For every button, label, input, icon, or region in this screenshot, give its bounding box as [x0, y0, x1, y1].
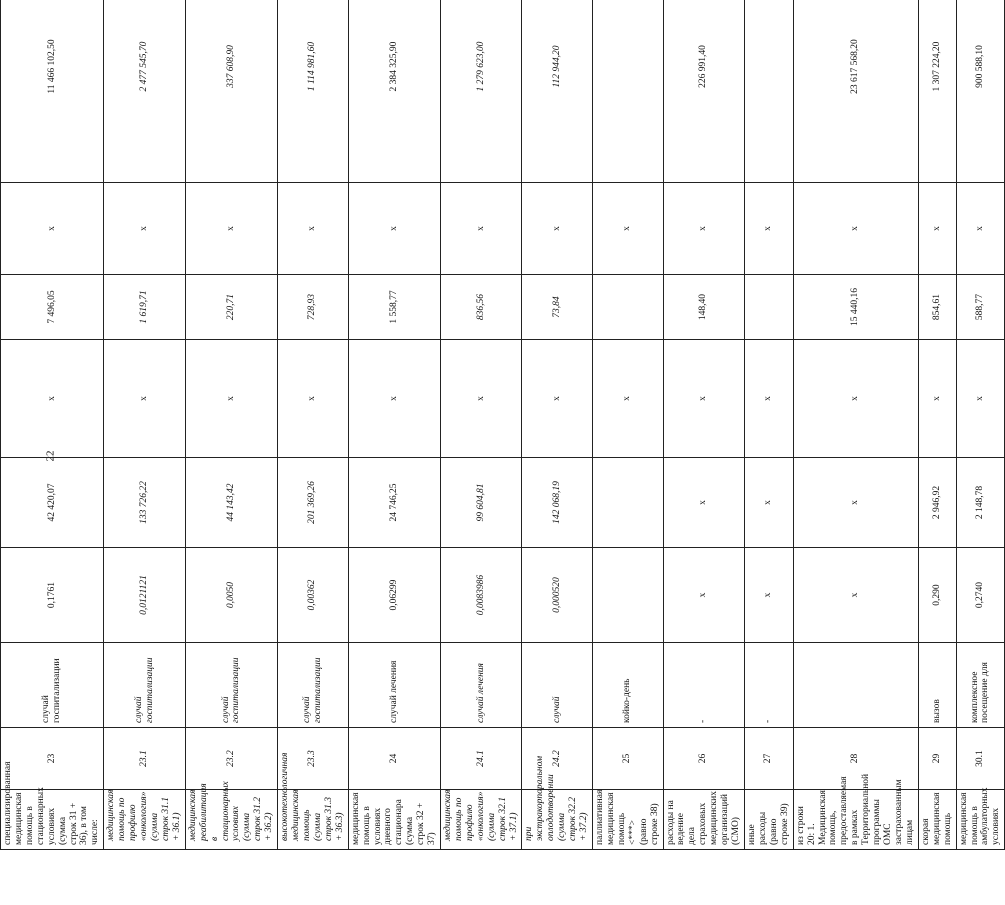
cost-cell: х	[745, 458, 794, 548]
c8-cell: х	[1, 183, 104, 275]
per-capita-cell: 588,77	[956, 275, 1005, 340]
volume-cell: 0,0050	[185, 548, 277, 643]
c8-cell: х	[348, 183, 440, 275]
amount-cell	[745, 0, 794, 183]
name-cell: паллиативная медицинская помощь <***> (равно строке 38)	[593, 790, 664, 850]
amount-cell: 1 307 224,20	[918, 0, 956, 183]
unit-cell: -	[745, 643, 794, 728]
per-capita-cell: 728,93	[278, 275, 349, 340]
name-cell: медицинская реабилитация в стационарных условиях (сумма строк 31.2 + 36.2)	[185, 790, 277, 850]
volume-cell: х	[793, 548, 918, 643]
c8-cell: х	[918, 183, 956, 275]
table-row	[104, 0, 185, 850]
table-row	[348, 0, 440, 850]
c8-cell: х	[278, 183, 349, 275]
unit-cell: случай госпитализации	[1, 643, 104, 728]
amount-cell: 11 466 102,50	[1, 0, 104, 183]
c8-cell: х	[593, 183, 664, 275]
c8-cell: х	[793, 183, 918, 275]
name-cell: из строки 20: 1. Медицинская помощь, предоставляемая в рамках Территориальной программы ОМС застрахованным лицам	[793, 790, 918, 850]
table-row	[956, 0, 1005, 850]
c6-cell: х	[1, 340, 104, 458]
unit-cell: случай госпитализации	[278, 643, 349, 728]
code-cell: 25	[593, 728, 664, 790]
per-capita-cell: 1 558,77	[348, 275, 440, 340]
c6-cell: х	[745, 340, 794, 458]
cost-cell: х	[793, 458, 918, 548]
table-row	[522, 0, 593, 850]
table-row	[441, 0, 522, 850]
code-cell: 24.2	[522, 728, 593, 790]
name-cell: медицинская помощь по профилю «онкология» (сумма строк 31.1 + 36.1)	[104, 790, 185, 850]
c8-cell: х	[185, 183, 277, 275]
volume-cell	[593, 548, 664, 643]
volume-cell: 0,0083986	[441, 548, 522, 643]
name-cell: расходы на ведение дела страховых медицинских организаций (СМО)	[663, 790, 744, 850]
cost-cell: 24 746,25	[348, 458, 440, 548]
c6-cell: х	[348, 340, 440, 458]
volume-cell: 0,0121121	[104, 548, 185, 643]
c8-cell: х	[522, 183, 593, 275]
c6-cell: х	[104, 340, 185, 458]
cost-cell	[593, 458, 664, 548]
per-capita-cell: 220,71	[185, 275, 277, 340]
amount-cell: 23 617 568,20	[793, 0, 918, 183]
amount-cell: 226 991,40	[663, 0, 744, 183]
name-cell: высокотехнологичная медицинская помощь (сумма строк 31.3 + 36.3)	[278, 790, 349, 850]
c6-cell: х	[793, 340, 918, 458]
c8-cell: х	[956, 183, 1005, 275]
volume-cell: 0,1761	[1, 548, 104, 643]
volume-cell: 0,06299	[348, 548, 440, 643]
unit-cell: -	[663, 643, 744, 728]
c6-cell: х	[278, 340, 349, 458]
c8-cell: х	[745, 183, 794, 275]
name-cell: медицинская помощь по профилю «онкология» (сумма строк 32.1 + 37.1)	[441, 790, 522, 850]
code-cell: 24	[348, 728, 440, 790]
cost-cell: 201 369,26	[278, 458, 349, 548]
volume-cell: 0,000520	[522, 548, 593, 643]
cost-cell: 44 143,42	[185, 458, 277, 548]
code-cell: 26	[663, 728, 744, 790]
c6-cell: х	[593, 340, 664, 458]
cost-cell: 2 946,92	[918, 458, 956, 548]
code-cell: 24.1	[441, 728, 522, 790]
unit-cell: случай	[522, 643, 593, 728]
table-row	[1, 0, 104, 850]
code-cell: 30.1	[956, 728, 1005, 790]
unit-cell: случай госпитализации	[185, 643, 277, 728]
name-cell: при экстракорпоральном оплодотворении (сумма строк 32.2 + 37.2)	[522, 790, 593, 850]
page-number: 22	[44, 450, 57, 462]
unit-cell: комплексное посещение для	[956, 643, 1005, 728]
amount-cell	[593, 0, 664, 183]
amount-cell: 337 608,90	[185, 0, 277, 183]
amount-cell: 900 588,10	[956, 0, 1005, 183]
code-cell: 27	[745, 728, 794, 790]
per-capita-cell: 1 619,71	[104, 275, 185, 340]
unit-cell: случай лечения	[441, 643, 522, 728]
c6-cell: х	[522, 340, 593, 458]
per-capita-cell	[593, 275, 664, 340]
amount-cell: 2 477 545,70	[104, 0, 185, 183]
amount-cell: 1 114 981,60	[278, 0, 349, 183]
table-row	[918, 0, 956, 850]
per-capita-cell: 7 496,05	[1, 275, 104, 340]
volume-cell: х	[745, 548, 794, 643]
per-capita-cell	[745, 275, 794, 340]
cost-cell: 133 726,22	[104, 458, 185, 548]
code-cell: 23.1	[104, 728, 185, 790]
cost-cell: 99 604,81	[441, 458, 522, 548]
code-cell: 23.2	[185, 728, 277, 790]
table-row	[278, 0, 349, 850]
name-cell: медицинская помощь в условиях дневного стационара (сумма строк 32 + 37)	[348, 790, 440, 850]
unit-cell	[793, 643, 918, 728]
per-capita-cell: 73,84	[522, 275, 593, 340]
volume-cell: 0,2740	[956, 548, 1005, 643]
table-row	[593, 0, 664, 850]
cost-cell: 2 148,78	[956, 458, 1005, 548]
unit-cell: вызов	[918, 643, 956, 728]
table-row	[745, 0, 794, 850]
code-cell: 29	[918, 728, 956, 790]
name-cell: специализированная медицинская помощь в стационарных условиях (сумма строк 31 + 36), в том числе:	[1, 790, 104, 850]
amount-cell: 2 384 325,90	[348, 0, 440, 183]
c6-cell: х	[956, 340, 1005, 458]
per-capita-cell: 836,56	[441, 275, 522, 340]
code-cell: 23	[1, 728, 104, 790]
cost-cell: 142 068,19	[522, 458, 593, 548]
per-capita-cell: 148,40	[663, 275, 744, 340]
c6-cell: х	[663, 340, 744, 458]
volume-cell: х	[663, 548, 744, 643]
per-capita-cell: 15 440,16	[793, 275, 918, 340]
c8-cell: х	[663, 183, 744, 275]
table-row	[663, 0, 744, 850]
c6-cell: х	[185, 340, 277, 458]
volume-cell: 0,00362	[278, 548, 349, 643]
amount-cell: 1 279 623,00	[441, 0, 522, 183]
name-cell: скорая медицинская помощь	[918, 790, 956, 850]
table-row	[185, 0, 277, 850]
cost-cell: х	[663, 458, 744, 548]
c6-cell: х	[918, 340, 956, 458]
unit-cell: случай госпитализации	[104, 643, 185, 728]
c8-cell: х	[104, 183, 185, 275]
per-capita-cell: 854,61	[918, 275, 956, 340]
amount-cell: 112 944,20	[522, 0, 593, 183]
unit-cell: случай лечения	[348, 643, 440, 728]
code-cell: 28	[793, 728, 918, 790]
unit-cell: койко-день	[593, 643, 664, 728]
c8-cell: х	[441, 183, 522, 275]
name-cell: медицинская помощь в амбулаторных условиях	[956, 790, 1005, 850]
c6-cell: х	[441, 340, 522, 458]
volume-cell: 0,290	[918, 548, 956, 643]
cost-cell: 42 420,07	[1, 458, 104, 548]
code-cell: 23.3	[278, 728, 349, 790]
name-cell: иные расходы (равно строке 39)	[745, 790, 794, 850]
table-row	[793, 0, 918, 850]
